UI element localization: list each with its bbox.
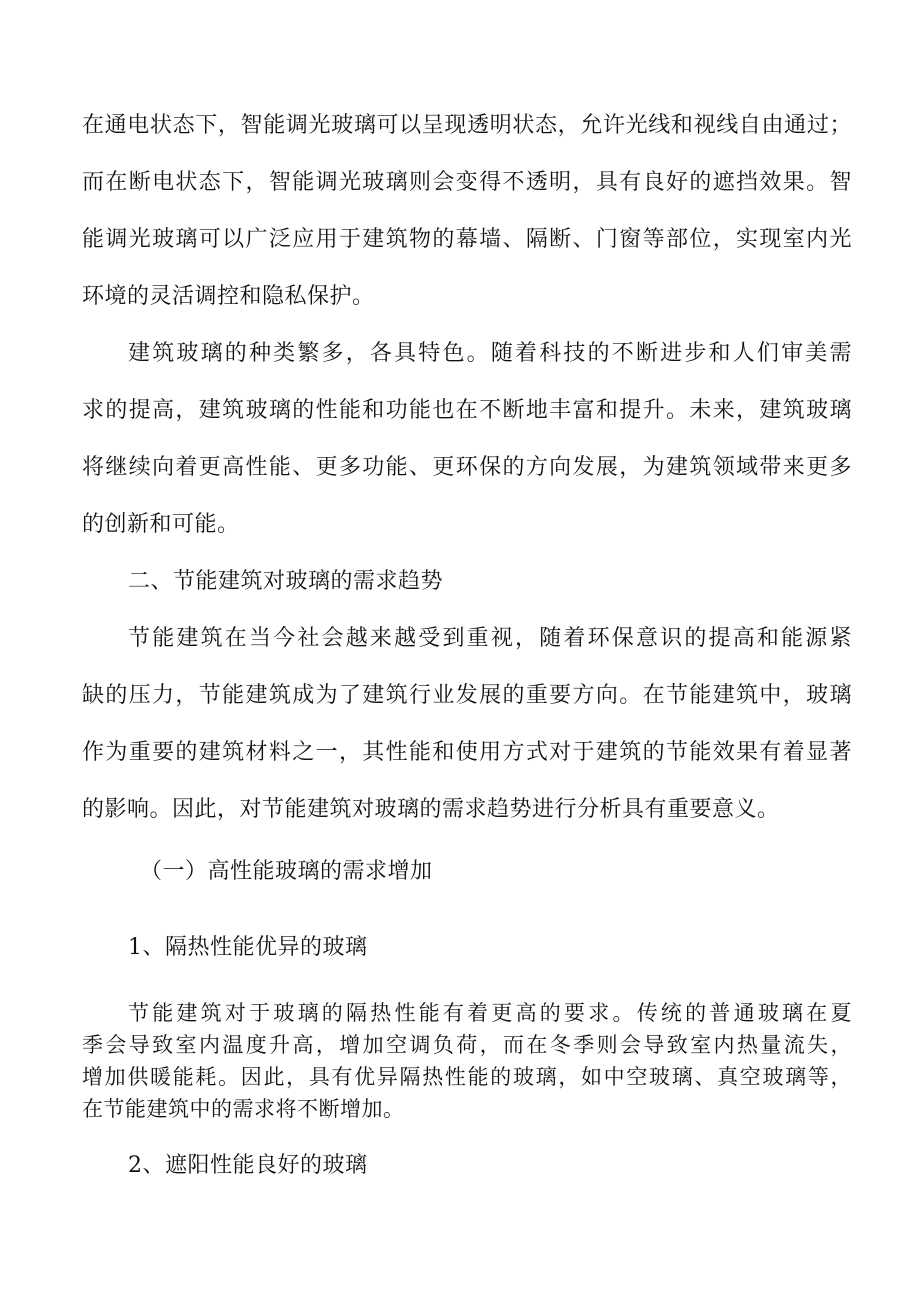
paragraph-line: 在通电状态下，智能调光玻璃可以呈现透明状态，允许光线和视线自由通过； bbox=[82, 113, 852, 138]
paragraph-line: 能调光玻璃可以广泛应用于建筑物的幕墙、隔断、门窗等部位，实现室内光 bbox=[82, 227, 852, 252]
paragraph-line: 节能建筑对于玻璃的隔热性能有着更高的要求。传统的普通玻璃在夏 bbox=[128, 1001, 852, 1025]
paragraph-line: 而在断电状态下，智能调光玻璃则会变得不透明，具有良好的遮挡效果。智 bbox=[82, 170, 852, 195]
paragraph-line: 求的提高，建筑玻璃的性能和功能也在不断地丰富和提升。未来，建筑玻璃 bbox=[82, 398, 852, 423]
section-heading: 二、节能建筑对玻璃的需求趋势 bbox=[128, 569, 444, 594]
paragraph-line: 的影响。因此，对节能建筑对玻璃的需求趋势进行分析具有重要意义。 bbox=[82, 797, 780, 822]
paragraph-line: 的创新和可能。 bbox=[82, 512, 240, 537]
paragraph-line: 缺的压力，节能建筑成为了建筑行业发展的重要方向。在节能建筑中，玻璃 bbox=[82, 683, 852, 708]
paragraph-line: 在节能建筑中的需求将不断增加。 bbox=[82, 1097, 405, 1121]
subsection-heading: （一）高性能玻璃的需求增加 bbox=[140, 859, 433, 884]
item-heading: 1、隔热性能优异的玻璃 bbox=[128, 935, 368, 960]
paragraph-line: 将继续向着更高性能、更多功能、更环保的方向发展，为建筑领域带来更多 bbox=[82, 455, 852, 480]
paragraph-line: 环境的灵活调控和隐私保护。 bbox=[82, 284, 375, 309]
paragraph-line: 建筑玻璃的种类繁多，各具特色。随着科技的不断进步和人们审美需 bbox=[128, 341, 852, 366]
item-heading: 2、遮阳性能良好的玻璃 bbox=[128, 1153, 368, 1178]
paragraph-line: 增加供暖能耗。因此，具有优异隔热性能的玻璃，如中空玻璃、真空玻璃等， bbox=[82, 1065, 852, 1089]
paragraph-line: 季会导致室内温度升高，增加空调负荷，而在冬季则会导致室内热量流失， bbox=[82, 1033, 852, 1057]
paragraph-line: 作为重要的建筑材料之一，其性能和使用方式对于建筑的节能效果有着显著 bbox=[82, 740, 852, 765]
paragraph-line: 节能建筑在当今社会越来越受到重视，随着环保意识的提高和能源紧 bbox=[128, 626, 852, 651]
